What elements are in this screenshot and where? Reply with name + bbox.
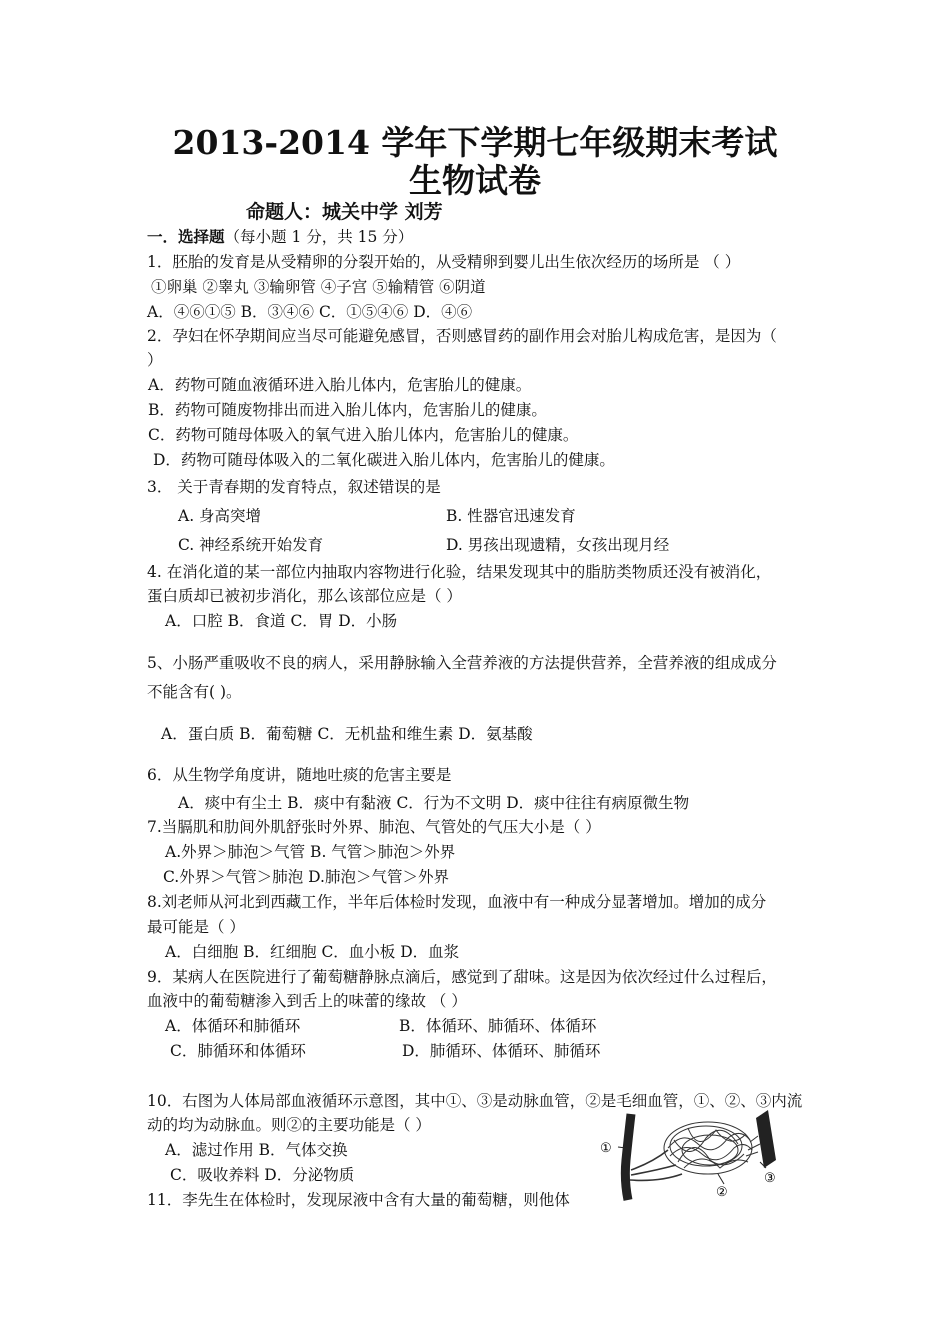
- q3-option-c: C. 神经系统开始发育: [178, 536, 324, 554]
- q3-option-b: B. 性器官迅速发育: [446, 507, 576, 525]
- figure-label-2: ②: [716, 1185, 728, 1200]
- q9-option-c: C．肺循环和体循环: [170, 1042, 306, 1060]
- q10-options-ab: A．滤过作用 B．气体交换: [165, 1141, 348, 1159]
- capillary-network: [664, 1122, 760, 1174]
- section-note: （每小题 1 分，共 15 分）: [224, 228, 414, 246]
- exam-subtitle: 生物试卷: [409, 161, 541, 200]
- q2-option-b: B．药物可随废物排出而进入胎儿体内，危害胎儿的健康。: [148, 401, 547, 419]
- author-line: 命题人：城关中学 刘芳: [246, 201, 443, 223]
- q2-stem-line1: 2．孕妇在怀孕期间应当尽可能避免感冒，否则感冒药的副作用会对胎儿构成危害，是因为（: [147, 327, 777, 345]
- q4-options: A．口腔 B．食道 C．胃 D．小肠: [165, 612, 398, 630]
- q10-options-cd: C．吸收养料 D．分泌物质: [170, 1166, 355, 1184]
- q9-stem-line2: 血液中的葡萄糖渗入到舌上的味蕾的缘故 （ ）: [147, 992, 467, 1010]
- q7-options-ab: A.外界＞肺泡＞气管 B. 气管＞肺泡＞外界: [165, 843, 456, 861]
- q1-stem: 1．胚胎的发育是从受精卵的分裂开始的，从受精卵到婴儿出生依次经历的场所是 （ ）: [147, 253, 741, 271]
- q4-stem-line2: 蛋白质却已被初步消化，那么该部位应是（ ）: [147, 587, 462, 605]
- q2-option-d: D．药物可随母体吸入的二氧化碳进入胎儿体内，危害胎儿的健康。: [153, 451, 615, 469]
- q8-options: A．白细胞 B．红细胞 C．血小板 D．血浆: [165, 943, 460, 961]
- q2-option-a: A．药物可随血液循环进入胎儿体内，危害胎儿的健康。: [148, 376, 532, 394]
- q3-option-a: A. 身高突增: [178, 507, 262, 525]
- q9-option-b: B．体循环、肺循环、体循环: [399, 1017, 597, 1035]
- q11-stem: 11．李先生在体检时，发现尿液中含有大量的葡萄糖，则他体: [147, 1191, 570, 1209]
- q7-stem: 7.当膈肌和肋间外肌舒张时外界、肺泡、气管处的气压大小是（ ）: [147, 818, 601, 836]
- q6-options: A．痰中有尘土 B．痰中有黏液 C．行为不文明 D．痰中往往有病原微生物: [178, 794, 690, 812]
- q7-options-cd: C.外界＞气管＞肺泡 D.肺泡＞气管＞外界: [163, 868, 449, 886]
- exam-title: 2013-2014 学年下学期七年级期末考试: [172, 123, 778, 162]
- q2-option-c: C．药物可随母体吸入的氧气进入胎儿体内，危害胎儿的健康。: [148, 426, 579, 444]
- q2-stem-line2: ）: [147, 351, 163, 369]
- blood-circulation-diagram: [598, 1110, 793, 1202]
- q8-stem-line2: 最可能是（ ）: [147, 918, 245, 936]
- q5-stem-line1: 5、小肠严重吸收不良的病人，采用静脉输入全营养液的方法提供营养，全营养液的组成成分: [147, 654, 777, 672]
- leader-line-2: [718, 1174, 724, 1184]
- q1-items: ①卵巢 ②睾丸 ③输卵管 ④子宫 ⑤输精管 ⑥阴道: [151, 278, 486, 296]
- q10-stem-line2: 动的均为动脉血。则②的主要功能是（ ）: [147, 1116, 431, 1134]
- section-title: 一．选择题: [147, 227, 225, 246]
- artery-3-shape: [756, 1110, 776, 1168]
- figure-label-1: ①: [600, 1141, 612, 1156]
- q10-stem-line1: 10．右图为人体局部血液循环示意图，其中①、③是动脉血管，②是毛细血管，①、②、③内流: [147, 1092, 803, 1110]
- q4-stem-line1: 4. 在消化道的某一部位内抽取内容物进行化验，结果发现其中的脂肪类物质还没有被消化，: [147, 563, 772, 581]
- artery-1-shape: [625, 1114, 631, 1200]
- q6-stem: 6．从生物学角度讲，随地吐痰的危害主要是: [147, 766, 452, 784]
- q3-option-d: D. 男孩出现遗精，女孩出现月经: [446, 536, 670, 554]
- q8-stem-line1: 8.刘老师从河北到西藏工作，半年后体检时发现，血液中有一种成分显著增加。增加的成分: [147, 893, 767, 911]
- figure-label-3: ③: [764, 1171, 776, 1186]
- q9-option-d: D．肺循环、体循环、肺循环: [402, 1042, 601, 1060]
- q5-stem-line2: 不能含有( )。: [147, 683, 242, 701]
- section-heading: [147, 227, 413, 247]
- q1-options: A．④⑥①⑤ B．③④⑥ C．①⑤④⑥ D．④⑥: [147, 303, 473, 321]
- q9-stem-line1: 9．某病人在医院进行了葡萄糖静脉点滴后，感觉到了甜味。这是因为依次经过什么过程后，: [147, 968, 777, 986]
- q5-options: A．蛋白质 B．葡萄糖 C．无机盐和维生素 D．氨基酸: [161, 725, 533, 743]
- q9-option-a: A．体循环和肺循环: [165, 1017, 301, 1035]
- q3-stem: 3． 关于青春期的发育特点，叙述错误的是: [147, 478, 441, 496]
